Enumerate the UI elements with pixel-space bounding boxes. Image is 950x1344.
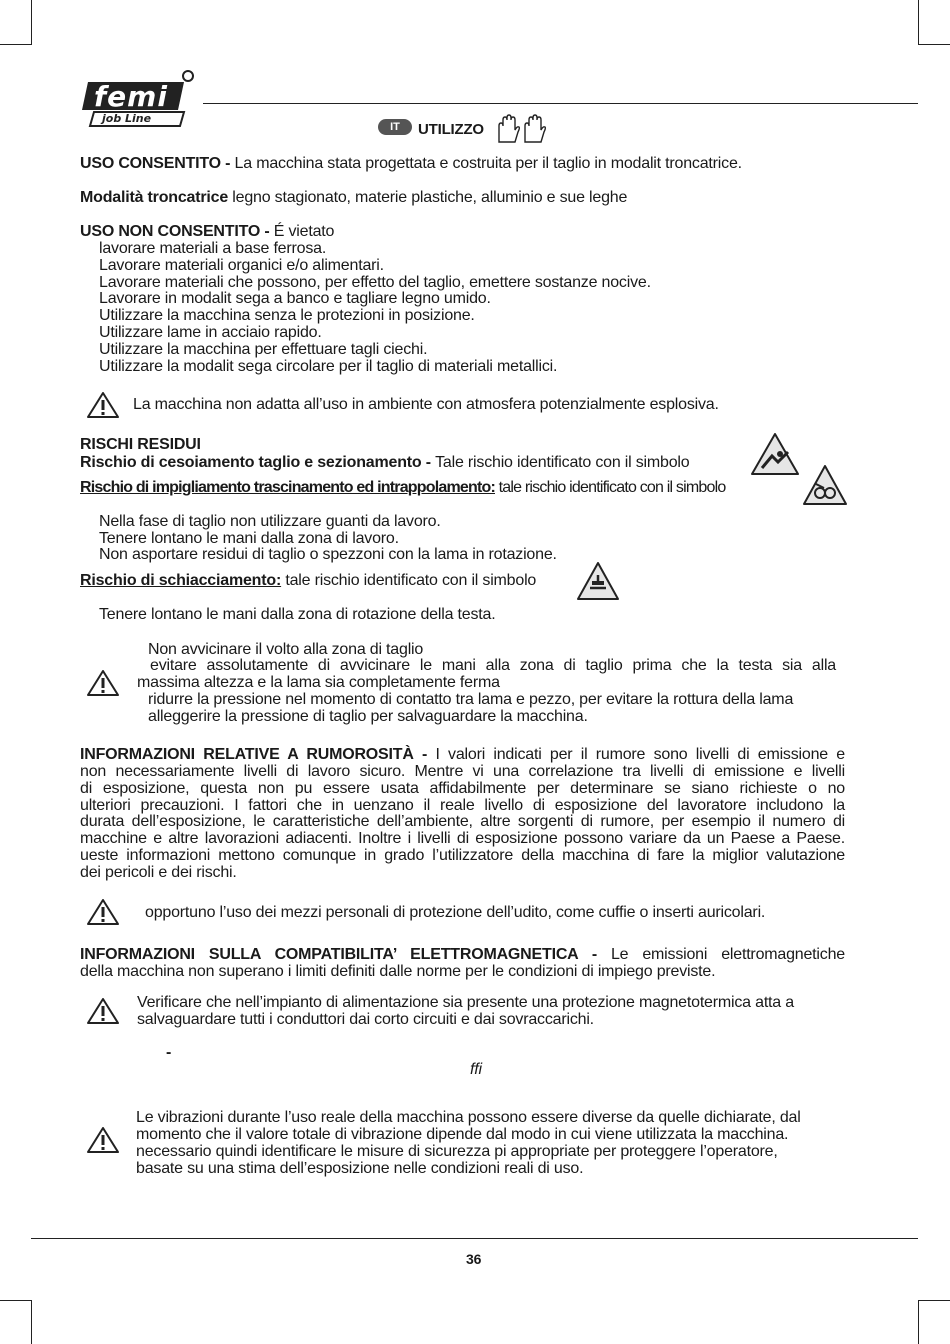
vibrazioni-dash: - [166, 1044, 172, 1061]
section-title: UTILIZZO [418, 121, 484, 138]
schiacciamento-item: Tenere lontano le mani dalla zona di rotazione della testa. [99, 606, 496, 623]
list-item: Utilizzare la modalit sega circolare per il taglio di materiali metallici. [99, 358, 558, 375]
warning-line: basate su una stima dell’esposizione nelle condizioni reali di uso. [136, 1160, 584, 1177]
paragraph-line: durata dell’esposizione, le caratteristiche dell’ambiente, altre sorgenti di rumore, per esempio il numero di [80, 813, 845, 830]
warning-line: momento che il valore totale di vibrazione dipende dal modo in cui viene utilizzata la macchina. [136, 1126, 789, 1143]
cut-hazard-icon [750, 432, 800, 476]
warning-triangle-icon [86, 1126, 120, 1154]
rumorosita-text: I valori indicati per il rumore sono livelli di emissione e [435, 746, 845, 763]
list-item: Utilizzare la macchina senza le protezioni in posizione. [99, 307, 475, 324]
paragraph-line: dei pericoli e dei rischi. [80, 864, 237, 881]
crop-mark [918, 0, 919, 45]
logo-sub-text: job Line [102, 112, 152, 125]
list-item: Tenere lontano le mani dalla zona di lavoro. [99, 530, 399, 547]
gloves-icon [495, 114, 549, 144]
crop-mark [918, 1300, 919, 1344]
crush-hazard-icon [576, 561, 620, 601]
paragraph-line: ulteriori precauzioni. I fattori che in uenzano il reale livello di esposizione del lavoratore includono la [80, 797, 845, 814]
warning-triangle-icon [86, 997, 120, 1025]
troncatrice-text: legno stagionato, materie plastiche, alluminio e sue leghe [228, 189, 628, 206]
warning-line: massima altezza e la lama sia completamente ferma [137, 674, 500, 691]
troncatrice-label: Modalità troncatrice [80, 189, 229, 206]
impigliamento-text: tale rischio identificato con il simbolo [495, 479, 726, 496]
paragraph-line: della macchina non superano i limiti definiti dalle norme per le condizioni di impiego previste. [80, 963, 716, 980]
warning-explosive-text: La macchina non adatta all’uso in ambiente con atmosfera potenzialmente esplosiva. [133, 396, 719, 413]
rischio-cesoiamento [80, 454, 689, 471]
list-item: Utilizzare lame in acciaio rapido. [99, 324, 322, 341]
entanglement-hazard-icon [802, 464, 848, 506]
footer-rule [31, 1238, 918, 1239]
vibrazioni-ffi: ffi [470, 1061, 482, 1078]
list-item: Lavorare materiali che possono, per effetto del taglio, emettere sostanze nocive. [99, 274, 651, 291]
warning-line: evitare assolutamente di avvicinare le mani alla zona di taglio prima che la testa sia alla [150, 657, 836, 674]
uso-consentito-text: La macchina stata progettata e costruita per il taglio in modalit troncatrice. [234, 155, 742, 172]
uso-consentito-label: USO CONSENTITO - [80, 155, 235, 172]
rischi-title: RISCHI RESIDUI [80, 436, 201, 453]
crop-mark [31, 0, 32, 45]
emc-first-line [80, 946, 845, 963]
schiacciamento-text: tale rischio identificato con il simbolo [281, 572, 537, 589]
crop-mark [918, 44, 950, 45]
list-item: Nella fase di taglio non utilizzare guanti da lavoro. [99, 513, 441, 530]
lang-badge: IT [378, 119, 412, 135]
crop-mark [0, 44, 32, 45]
rischio-schiacciamento [80, 572, 536, 589]
warning-line: Non avvicinare il volto alla zona di taglio [148, 641, 424, 658]
warning-udito-text: opportuno l’uso dei mezzi personali di protezione dell’udito, come cuffie o inserti auricolari. [145, 904, 766, 921]
warning-line: necessario quindi identificare le misure di sicurezza pi appropriate per proteggere l’operatore, [136, 1143, 778, 1160]
warning-line: Verificare che nell’impianto di alimentazione sia presente una protezione magnetotermica atta a [137, 994, 794, 1011]
paragraph-line: ueste informazioni mettono comunque in grado l’utilizzatore della macchina di fare la miglior valutazione [80, 847, 845, 864]
warning-triangle-icon [86, 669, 120, 697]
header-rule [203, 103, 918, 104]
warning-line: ridurre la pressione nel momento di contatto tra lama e pezzo, per evitare la rottura della lama [148, 691, 794, 708]
paragraph-line: di esposizione, questa non pu essere usata affidabilmente per determinare se siano richieste o no [80, 780, 845, 797]
list-item: Lavorare in modalit sega a banco e tagliare legno umido. [99, 290, 491, 307]
warning-triangle-icon [86, 391, 120, 419]
warning-triangle-icon [86, 898, 120, 926]
list-item: Lavorare materiali organici e/o alimentari. [99, 257, 384, 274]
uso-non-consentito [80, 223, 334, 240]
emc-label: INFORMAZIONI SULLA COMPATIBILITA’ ELETTROMAGNETICA - [80, 946, 611, 963]
paragraph-line: non necessariamente livelli di lavoro sicuro. Mentre vi una correlazione tra livelli di emissione e livelli [80, 763, 845, 780]
list-item: Non asportare residui di taglio o spezzoni con la lama in rotazione. [99, 546, 557, 563]
warning-line: alleggerire la pressione di taglio per salvaguardare la macchina. [148, 708, 588, 725]
rischio-impigliamento [80, 479, 725, 496]
cesoiamento-label: Rischio di cesoiamento taglio e sezionamento - [80, 454, 436, 471]
uso-non-consentito-intro: É vietato [273, 223, 335, 240]
page-number: 36 [466, 1251, 482, 1267]
schiacciamento-label: Rischio di schiacciamento: [80, 572, 282, 589]
cesoiamento-text: Tale rischio identificato con il simbolo [435, 454, 690, 471]
crop-mark [0, 1300, 32, 1301]
warning-line: salvaguardare tutti i conduttori dai corto circuiti e dai sovraccarichi. [137, 1011, 594, 1028]
warning-line: Le vibrazioni durante l’uso reale della macchina possono essere diverse da quelle dichiarate, dal [136, 1109, 801, 1126]
uso-non-consentito-label: USO NON CONSENTITO - [80, 223, 274, 240]
logo-main-text: femi [94, 80, 168, 113]
rumorosita-first-line [80, 746, 845, 763]
uso-consentito [80, 155, 742, 172]
modalita-troncatrice [80, 189, 627, 206]
brand-logo [80, 68, 198, 130]
crop-mark [31, 1300, 32, 1344]
list-item: Utilizzare la macchina per effettuare tagli ciechi. [99, 341, 428, 358]
emc-text: Le emissioni elettromagnetiche [610, 946, 845, 963]
crop-mark [918, 1300, 950, 1301]
impigliamento-label: Rischio di impigliamento trascinamento ed intrappolamento: [80, 479, 495, 496]
list-item: lavorare materiali a base ferrosa. [99, 240, 327, 257]
paragraph-line: macchine e altre lavorazioni adiacenti. Inoltre i livelli di esposizione possono variare da un Paese a Paese. [80, 830, 845, 847]
rumorosita-label: INFORMAZIONI RELATIVE A RUMOROSITÀ - [80, 746, 436, 763]
